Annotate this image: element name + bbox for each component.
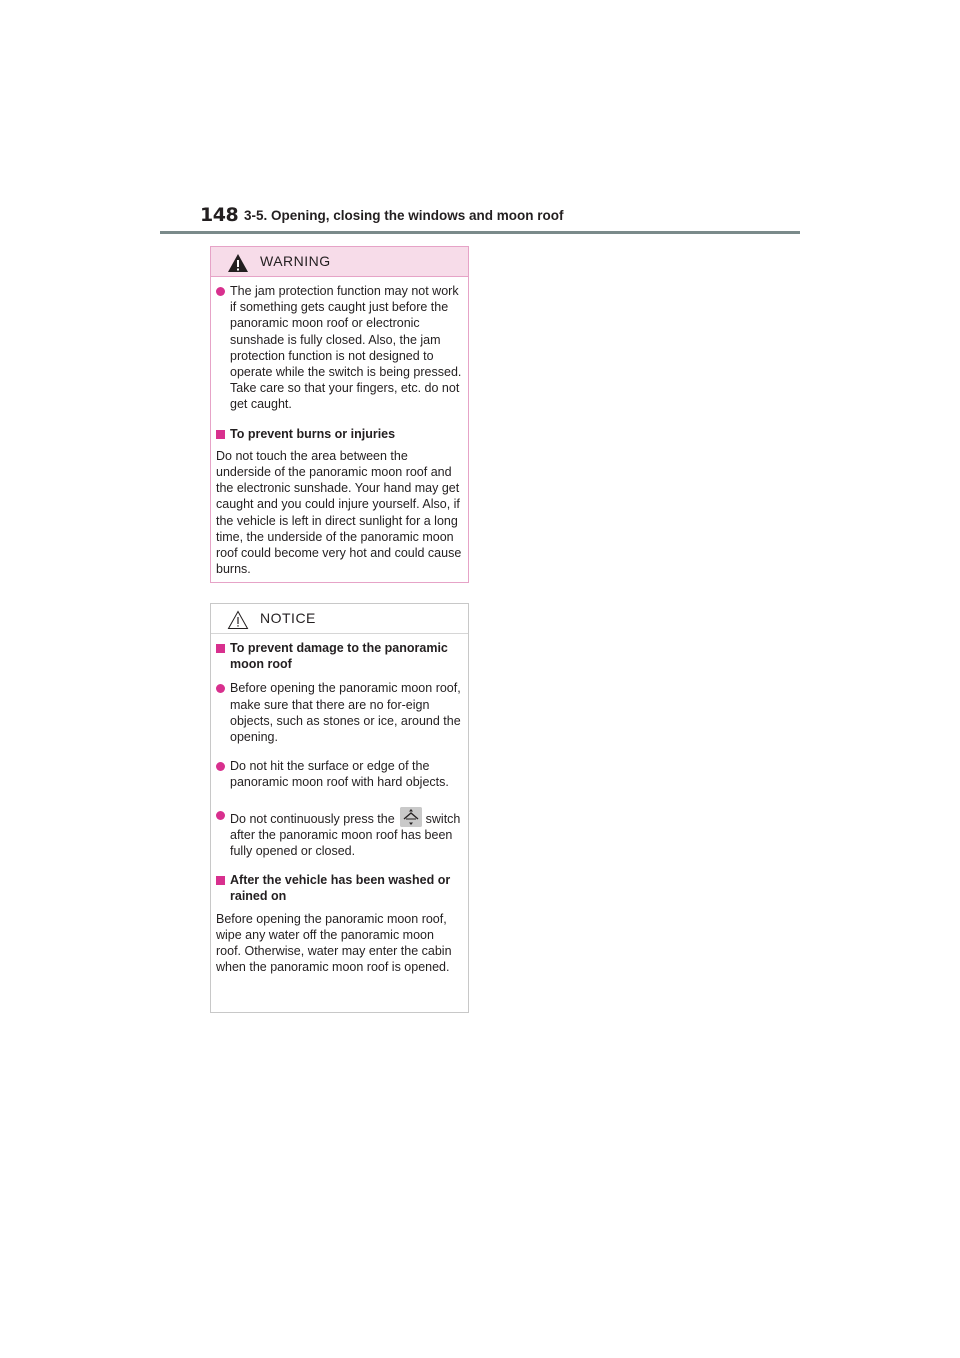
- notice-subheading: [216, 640, 462, 672]
- bullet-text: switch after the panoramic moon roof has been fully opened or closed.: [230, 811, 461, 859]
- warning-label: WARNING: [260, 253, 331, 269]
- notice-bullet: [216, 758, 462, 790]
- bullet-dot-icon: [216, 287, 225, 296]
- bullet-dot-icon: [216, 762, 225, 771]
- bullet-dot-icon: [216, 684, 225, 693]
- bullet-text: Do not continuously press the: [230, 811, 395, 826]
- square-bullet-icon: [216, 876, 225, 885]
- bullet-dot-icon: [216, 811, 225, 820]
- notice-bullet: [216, 807, 462, 860]
- square-bullet-icon: [216, 430, 225, 439]
- warning-box: [210, 246, 469, 583]
- warning-paragraph: Do not touch the area between the underside of the panoramic moon roof and the electronic sunshade. Your hand may get caught and you could injure yourself. Also, if the vehicle is left in direct sunlight for a long time, the underside of the panoramic moon roof could become very hot and could cause burns.: [216, 448, 462, 577]
- subheading-text: After the vehicle has been washed or rained on: [230, 873, 451, 904]
- page-header: [200, 204, 800, 232]
- warning-header: [211, 247, 468, 277]
- warning-bullet: [216, 283, 462, 413]
- notice-subheading: [216, 872, 462, 904]
- warning-subheading: [216, 426, 462, 442]
- notice-box: [210, 603, 469, 1013]
- page-number: 148: [200, 204, 239, 226]
- notice-paragraph: Before opening the panoramic moon roof, wipe any water off the panoramic moon roof. Otherwise, water may enter the cabin when the panoramic moon roof is opened.: [216, 911, 452, 975]
- bullet-text: Do not hit the surface or edge of the panoramic moon roof with hard objects.: [230, 759, 449, 790]
- notice-header: [211, 604, 468, 634]
- header-rule: [160, 231, 800, 234]
- bullet-text: The jam protection function may not work if something gets caught just before the panoramic moon roof or electronic sunshade is fully closed. Also, the jam protection function is not designed to operate while the switch is being pressed. Take care so that your fingers, etc. do not get caught.: [230, 284, 462, 412]
- subheading-text: To prevent burns or injuries: [230, 426, 396, 441]
- warning-triangle-icon: [227, 253, 249, 273]
- notice-bullet: [216, 680, 462, 745]
- subheading-text: To prevent damage to the panoramic moon roof: [230, 641, 448, 672]
- caution-triangle-outline-icon: [227, 610, 249, 630]
- bullet-text: Before opening the panoramic moon roof, make sure that there are no for-eign objects, such as stones or ice, around the opening.: [230, 681, 461, 745]
- notice-label: NOTICE: [260, 610, 316, 626]
- section-title: 3-5. Opening, closing the windows and moon roof: [244, 208, 564, 223]
- square-bullet-icon: [216, 644, 225, 653]
- moon-roof-tilt-switch-icon: [400, 807, 422, 827]
